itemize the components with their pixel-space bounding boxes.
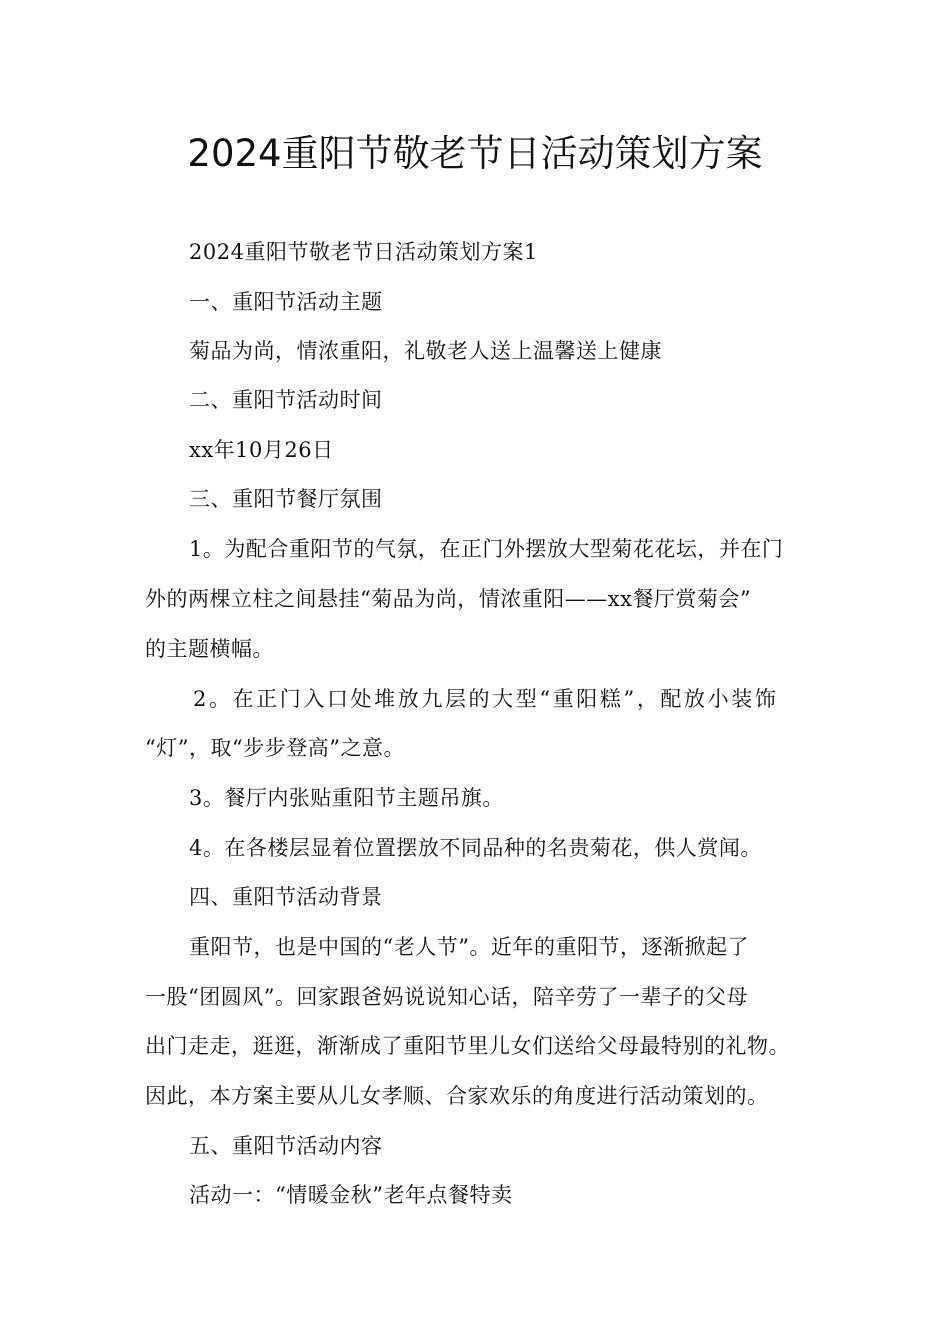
atmosphere-item-1-line-3: 的主题横幅。	[145, 637, 274, 661]
atmosphere-item-2-line-1: 2。在正门入口处堆放九层的大型“重阳糕”，配放小装饰	[193, 687, 779, 711]
background-line-4: 因此，本方案主要从儿女孝顺、合家欢乐的角度进行活动策划的。	[145, 1084, 769, 1108]
time-text: xx年10月26日	[189, 438, 334, 462]
background-line-3: 出门走走，逛逛，渐渐成了重阳节里儿女们送给父母最特别的礼物。	[145, 1034, 790, 1058]
atmosphere-item-1-line-2: 外的两棵立柱之间悬挂“菊品为尚，情浓重阳——xx餐厅赏菊会”	[145, 587, 752, 611]
document-title: 2024重阳节敬老节日活动策划方案	[187, 132, 763, 175]
theme-text: 菊品为尚，情浓重阳，礼敬老人送上温馨送上健康	[189, 339, 662, 363]
background-line-1: 重阳节，也是中国的“老人节”。近年的重阳节，逐渐掀起了	[189, 935, 749, 959]
section-heading-atmosphere: 三、重阳节餐厅氛围	[189, 487, 383, 511]
atmosphere-item-4: 4。在各楼层显着位置摆放不同品种的名贵菊花，供人赏闻。	[189, 836, 762, 860]
atmosphere-item-2-line-2: “灯”，取“步步登高”之意。	[145, 736, 405, 760]
background-line-2: 一股“团圆风”。回家跟爸妈说说知心话，陪辛劳了一辈子的父母	[145, 985, 748, 1009]
atmosphere-item-1-line-1: 1。为配合重阳节的气氛，在正门外摆放大型菊花花坛，并在门	[189, 537, 784, 561]
activity-1-heading: 活动一：“情暖金秋”老年点餐特卖	[189, 1183, 513, 1207]
section-heading-content: 五、重阳节活动内容	[189, 1134, 383, 1158]
section-heading-time: 二、重阳节活动时间	[189, 388, 383, 412]
section-heading-background: 四、重阳节活动背景	[189, 885, 383, 909]
plan-subtitle: 2024重阳节敬老节日活动策划方案1	[189, 240, 538, 264]
section-heading-theme: 一、重阳节活动主题	[189, 290, 383, 314]
atmosphere-item-3: 3。餐厅内张贴重阳节主题吊旗。	[189, 786, 504, 810]
